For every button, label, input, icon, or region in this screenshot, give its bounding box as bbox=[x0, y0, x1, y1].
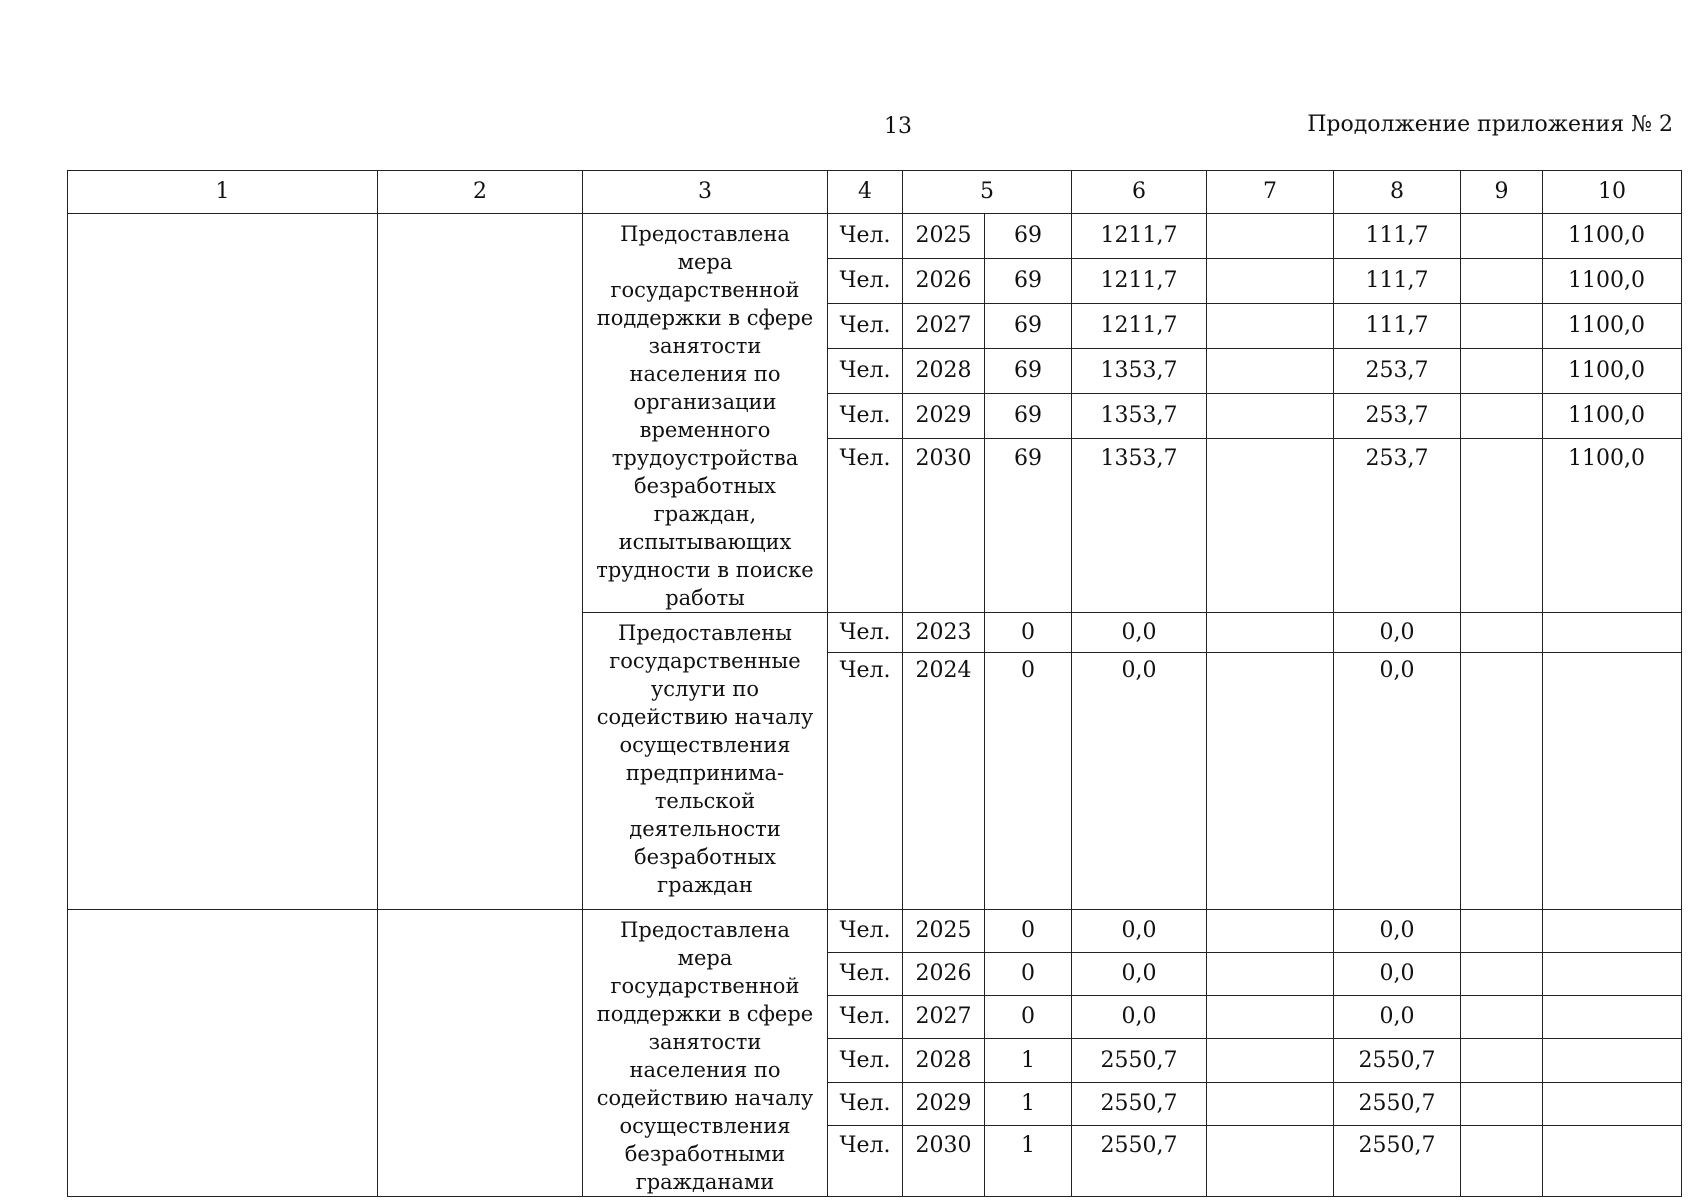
year-cell: 2029 bbox=[903, 394, 985, 439]
col7-cell bbox=[1207, 394, 1334, 439]
count-cell: 69 bbox=[985, 439, 1072, 613]
col8-cell: 0,0 bbox=[1334, 996, 1461, 1039]
col8-cell: 111,7 bbox=[1334, 304, 1461, 349]
count-cell: 1 bbox=[985, 1125, 1072, 1196]
unit-cell: Чел. bbox=[828, 349, 903, 394]
year-cell: 2026 bbox=[903, 953, 985, 996]
col9-cell bbox=[1461, 1082, 1543, 1125]
unit-cell: Чел. bbox=[828, 259, 903, 304]
data-table bbox=[67, 170, 1682, 1197]
year-cell: 2027 bbox=[903, 304, 985, 349]
unit-cell: Чел. bbox=[828, 304, 903, 349]
col10-cell: 1100,0 bbox=[1543, 259, 1682, 304]
unit-cell: Чел. bbox=[828, 1039, 903, 1082]
unit-cell: Чел. bbox=[828, 953, 903, 996]
column-header: 6 bbox=[1072, 171, 1207, 214]
year-cell: 2025 bbox=[903, 214, 985, 259]
column-header: 3 bbox=[583, 171, 828, 214]
col2-cell bbox=[378, 910, 583, 1197]
total-cell: 1353,7 bbox=[1072, 439, 1207, 613]
count-cell: 0 bbox=[985, 996, 1072, 1039]
column-header: 10 bbox=[1543, 171, 1682, 214]
column-header: 8 bbox=[1334, 171, 1461, 214]
total-cell: 1353,7 bbox=[1072, 394, 1207, 439]
count-cell: 69 bbox=[985, 394, 1072, 439]
column-header: 5 bbox=[903, 171, 1072, 214]
count-cell: 69 bbox=[985, 214, 1072, 259]
unit-cell: Чел. bbox=[828, 1082, 903, 1125]
col8-cell: 253,7 bbox=[1334, 349, 1461, 394]
col9-cell bbox=[1461, 394, 1543, 439]
table-row bbox=[68, 214, 1682, 259]
col8-cell: 2550,7 bbox=[1334, 1082, 1461, 1125]
col9-cell bbox=[1461, 259, 1543, 304]
col7-cell bbox=[1207, 953, 1334, 996]
total-cell: 2550,7 bbox=[1072, 1082, 1207, 1125]
col8-cell: 0,0 bbox=[1334, 910, 1461, 953]
col7-cell bbox=[1207, 259, 1334, 304]
col10-cell bbox=[1543, 1082, 1682, 1125]
page-number: 13 bbox=[884, 114, 912, 139]
col9-cell bbox=[1461, 613, 1543, 653]
table-row bbox=[68, 910, 1682, 953]
year-cell: 2030 bbox=[903, 439, 985, 613]
col1-cell bbox=[68, 214, 378, 910]
col9-cell bbox=[1461, 439, 1543, 613]
col9-cell bbox=[1461, 996, 1543, 1039]
col9-cell bbox=[1461, 349, 1543, 394]
total-cell: 1353,7 bbox=[1072, 349, 1207, 394]
col10-cell: 1100,0 bbox=[1543, 214, 1682, 259]
total-cell: 0,0 bbox=[1072, 653, 1207, 910]
total-cell: 1211,7 bbox=[1072, 259, 1207, 304]
col1-cell bbox=[68, 910, 378, 1197]
col10-cell bbox=[1543, 613, 1682, 653]
col7-cell bbox=[1207, 613, 1334, 653]
total-cell: 0,0 bbox=[1072, 613, 1207, 653]
unit-cell: Чел. bbox=[828, 394, 903, 439]
appendix-continuation-note: Продолжение приложения № 2 bbox=[1307, 112, 1673, 137]
total-cell: 2550,7 bbox=[1072, 1039, 1207, 1082]
header-row bbox=[68, 171, 1682, 214]
col10-cell: 1100,0 bbox=[1543, 394, 1682, 439]
total-cell: 0,0 bbox=[1072, 953, 1207, 996]
year-cell: 2027 bbox=[903, 996, 985, 1039]
year-cell: 2024 bbox=[903, 653, 985, 910]
count-cell: 0 bbox=[985, 653, 1072, 910]
col7-cell bbox=[1207, 653, 1334, 910]
unit-cell: Чел. bbox=[828, 653, 903, 910]
total-cell: 0,0 bbox=[1072, 996, 1207, 1039]
year-cell: 2029 bbox=[903, 1082, 985, 1125]
col7-cell bbox=[1207, 439, 1334, 613]
indicator-description: Предоставлена мера государственной поддержки в сфере занятости населения по организации временного трудоустройства безработных граждан, испытывающих трудности в поиске работы bbox=[583, 214, 828, 613]
indicator-description: Предоставлена мера государственной поддержки в сфере занятости населения по содействию началу осуществления безработными гражданами bbox=[583, 910, 828, 1197]
col10-cell: 1100,0 bbox=[1543, 439, 1682, 613]
unit-cell: Чел. bbox=[828, 214, 903, 259]
column-header: 7 bbox=[1207, 171, 1334, 214]
col10-cell: 1100,0 bbox=[1543, 304, 1682, 349]
total-cell: 1211,7 bbox=[1072, 304, 1207, 349]
col7-cell bbox=[1207, 1039, 1334, 1082]
col8-cell: 0,0 bbox=[1334, 653, 1461, 910]
col8-cell: 253,7 bbox=[1334, 394, 1461, 439]
col7-cell bbox=[1207, 910, 1334, 953]
col8-cell: 0,0 bbox=[1334, 613, 1461, 653]
col9-cell bbox=[1461, 653, 1543, 910]
year-cell: 2025 bbox=[903, 910, 985, 953]
total-cell: 0,0 bbox=[1072, 910, 1207, 953]
count-cell: 0 bbox=[985, 910, 1072, 953]
column-header: 1 bbox=[68, 171, 378, 214]
col10-cell bbox=[1543, 910, 1682, 953]
col2-cell bbox=[378, 214, 583, 910]
total-cell: 2550,7 bbox=[1072, 1125, 1207, 1196]
col8-cell: 0,0 bbox=[1334, 953, 1461, 996]
count-cell: 69 bbox=[985, 259, 1072, 304]
year-cell: 2026 bbox=[903, 259, 985, 304]
col8-cell: 253,7 bbox=[1334, 439, 1461, 613]
col7-cell bbox=[1207, 1125, 1334, 1196]
col9-cell bbox=[1461, 1125, 1543, 1196]
col10-cell bbox=[1543, 653, 1682, 910]
col8-cell: 111,7 bbox=[1334, 214, 1461, 259]
col7-cell bbox=[1207, 214, 1334, 259]
col10-cell bbox=[1543, 996, 1682, 1039]
col7-cell bbox=[1207, 996, 1334, 1039]
col7-cell bbox=[1207, 1082, 1334, 1125]
col7-cell bbox=[1207, 349, 1334, 394]
unit-cell: Чел. bbox=[828, 996, 903, 1039]
year-cell: 2023 bbox=[903, 613, 985, 653]
count-cell: 1 bbox=[985, 1082, 1072, 1125]
col8-cell: 2550,7 bbox=[1334, 1125, 1461, 1196]
col10-cell bbox=[1543, 1125, 1682, 1196]
unit-cell: Чел. bbox=[828, 910, 903, 953]
column-header: 4 bbox=[828, 171, 903, 214]
indicator-description: Предоставлены государственные услуги по содействию началу осуществления предпринима-тельской деятельности безработных граждан bbox=[583, 613, 828, 910]
col7-cell bbox=[1207, 304, 1334, 349]
col9-cell bbox=[1461, 304, 1543, 349]
count-cell: 1 bbox=[985, 1039, 1072, 1082]
unit-cell: Чел. bbox=[828, 439, 903, 613]
year-cell: 2028 bbox=[903, 349, 985, 394]
col9-cell bbox=[1461, 214, 1543, 259]
count-cell: 69 bbox=[985, 349, 1072, 394]
year-cell: 2030 bbox=[903, 1125, 985, 1196]
year-cell: 2028 bbox=[903, 1039, 985, 1082]
col9-cell bbox=[1461, 910, 1543, 953]
col10-cell bbox=[1543, 1039, 1682, 1082]
count-cell: 69 bbox=[985, 304, 1072, 349]
count-cell: 0 bbox=[985, 613, 1072, 653]
col8-cell: 2550,7 bbox=[1334, 1039, 1461, 1082]
unit-cell: Чел. bbox=[828, 613, 903, 653]
col9-cell bbox=[1461, 1039, 1543, 1082]
col8-cell: 111,7 bbox=[1334, 259, 1461, 304]
column-header: 2 bbox=[378, 171, 583, 214]
col9-cell bbox=[1461, 953, 1543, 996]
unit-cell: Чел. bbox=[828, 1125, 903, 1196]
col10-cell bbox=[1543, 953, 1682, 996]
total-cell: 1211,7 bbox=[1072, 214, 1207, 259]
count-cell: 0 bbox=[985, 953, 1072, 996]
column-header: 9 bbox=[1461, 171, 1543, 214]
col10-cell: 1100,0 bbox=[1543, 349, 1682, 394]
